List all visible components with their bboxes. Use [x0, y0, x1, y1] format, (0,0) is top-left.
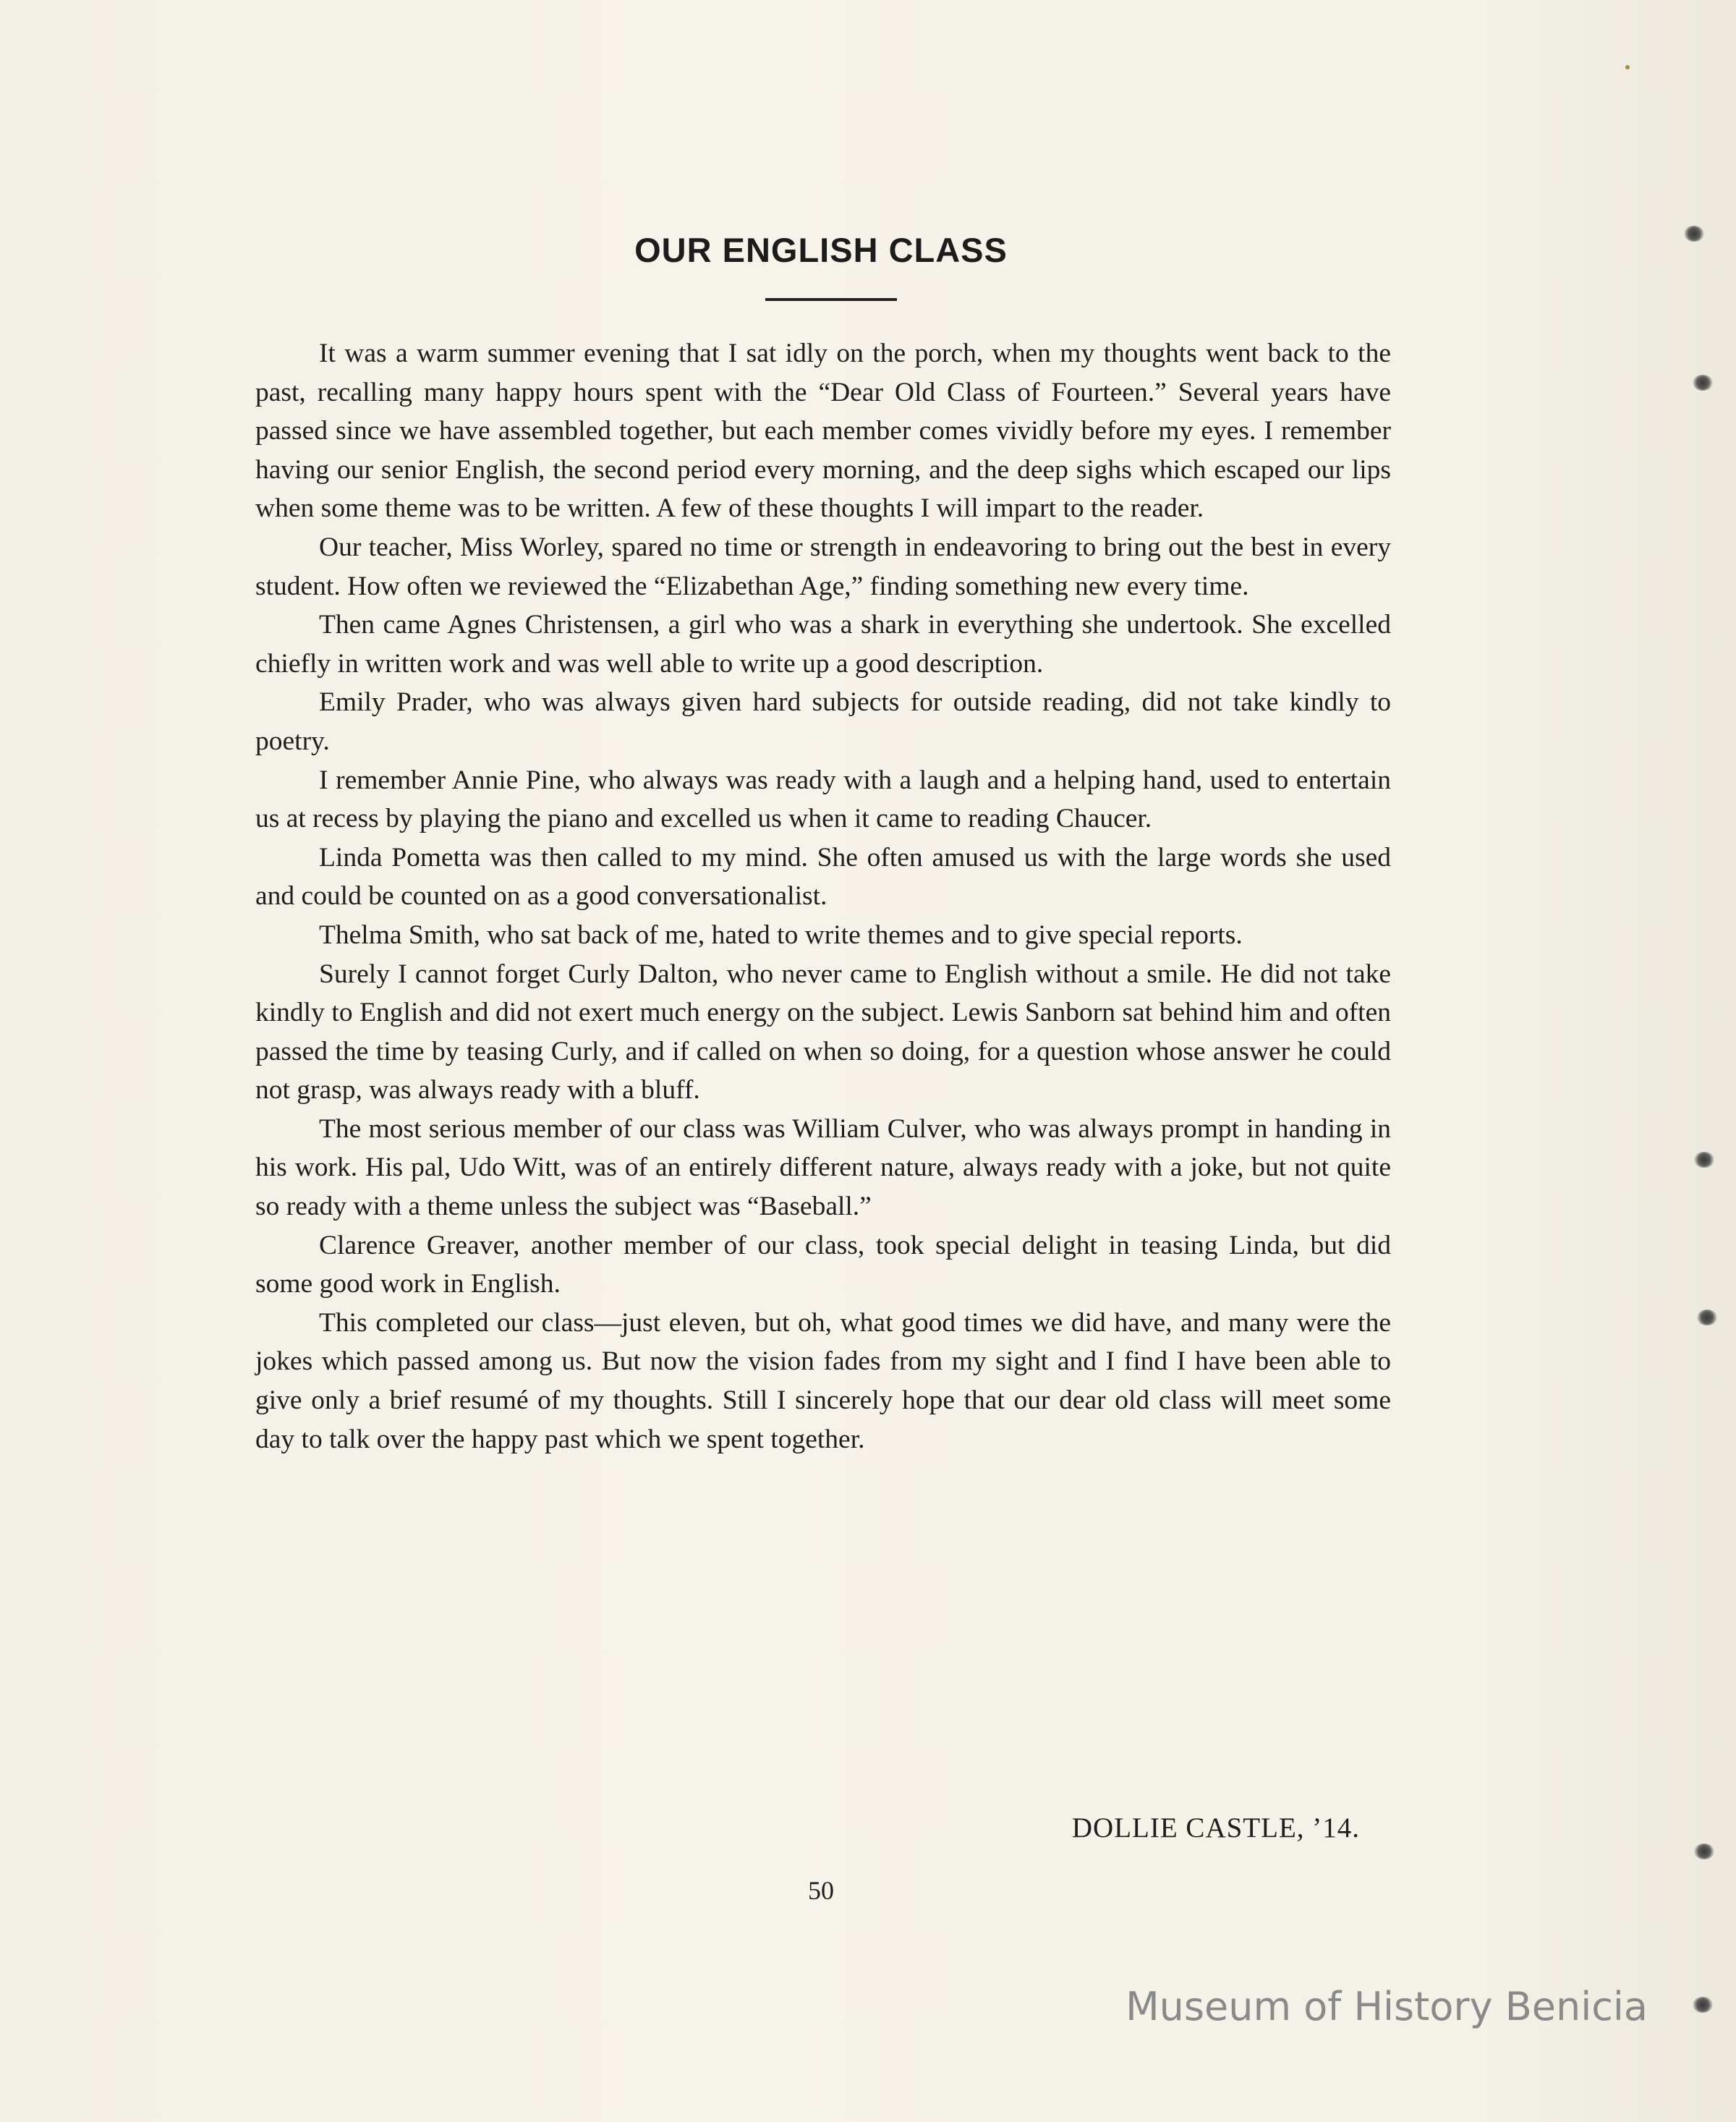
paper-speck — [1625, 65, 1630, 69]
article-title: OUR ENGLISH CLASS — [634, 231, 1008, 269]
museum-watermark: Museum of History Benicia — [1126, 1984, 1648, 2029]
binder-hole — [1693, 375, 1713, 391]
paragraph: Clarence Greaver, another member of our class, took special delight in teasing Linda, but did some good work in English. — [255, 1230, 1391, 1299]
paragraph: Surely I cannot forget Curly Dalton, who never came to English without a smile. He did not take kindly to English and did not exert much energy on the subject. Lewis Sanborn sat behind him and often passed the time by teasing Curly, and if called on when so doing, for a question whose answer he could not grasp, was always ready with a bluff. — [255, 959, 1391, 1105]
title-underline — [765, 298, 897, 301]
paragraph: I remember Annie Pine, who always was ready with a laugh and a helping hand, used to entertain us at recess by playing the piano and excelled us when it came to reading Chaucer. — [255, 765, 1391, 834]
paragraph: Linda Pometta was then called to my mind. She often amused us with the large words she used and could be counted on as a good conversationalist. — [255, 842, 1391, 912]
binder-hole — [1693, 1997, 1713, 2013]
binder-hole — [1697, 1310, 1717, 1325]
paragraph: It was a warm summer evening that I sat idly on the porch, when my thoughts went back to the past, recalling many happy hours spent with the “Dear Old Class of Fourteen.” Several years have passed since we have assembled together, but each member comes vividly before my eyes. I remember having our senior English, the second period every morning, and the deep sighs which escaped our lips when some theme was to be written. A few of these thoughts I will impart to the reader. — [255, 339, 1391, 524]
binder-hole — [1694, 1152, 1714, 1168]
paragraph: Emily Prader, who was always given hard subjects for outside reading, did not take kindly to poetry. — [255, 687, 1391, 756]
binder-hole — [1694, 1843, 1714, 1859]
article-body — [255, 334, 1391, 1459]
paragraph: This completed our class—just eleven, but oh, what good times we did have, and many were the jokes which passed among us. But now the vision fades from my sight and I find I have been able to give only a brief resumé of my thoughts. Still I sincerely hope that our dear old class will meet some day to talk over the happy past which we spent together. — [255, 1307, 1391, 1454]
paragraph: Thelma Smith, who sat back of me, hated to write themes and to give special reports. — [319, 920, 1243, 950]
paragraph: Our teacher, Miss Worley, spared no time or strength in endeavoring to bring out the best in every student. How often we reviewed the “Elizabethan Age,” finding something new every time. — [255, 532, 1391, 601]
page-number: 50 — [808, 1876, 834, 1905]
binder-hole — [1684, 226, 1704, 242]
paragraph: Then came Agnes Christensen, a girl who was a shark in everything she undertook. She excelled chiefly in written work and was well able to write up a good description. — [255, 610, 1391, 679]
paragraph: The most serious member of our class was William Culver, who was always prompt in handing in his work. His pal, Udo Witt, was of an entirely different nature, always ready with a joke, but not quite so ready with a theme unless the subject was “Baseball.” — [255, 1113, 1391, 1222]
author-signature: DOLLIE CASTLE, ’14. — [1071, 1812, 1360, 1843]
